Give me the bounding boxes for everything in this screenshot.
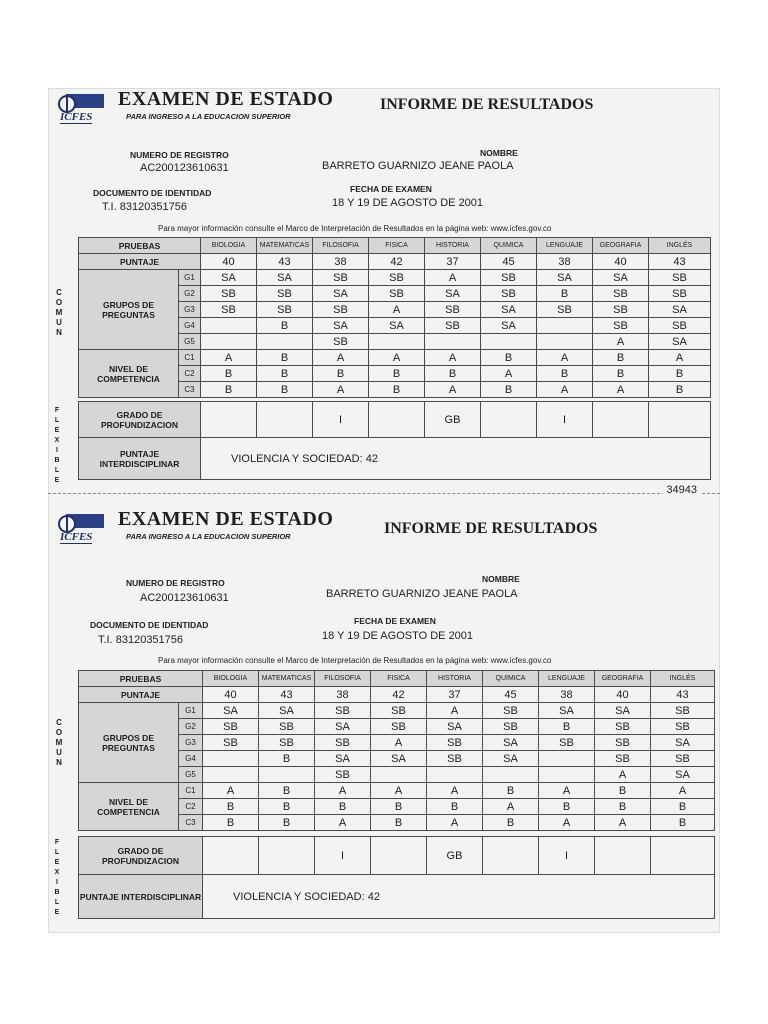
grade-cell: B [537, 366, 593, 382]
grado-label: GRADO DE PROFUNDIZACION [79, 837, 203, 875]
puntaje-label: PUNTAJE [79, 687, 203, 703]
results-document [48, 88, 720, 933]
grade-cell: SB [371, 719, 427, 735]
group-code: G4 [179, 751, 203, 767]
grade-cell: SA [201, 270, 257, 286]
grade-cell: SA [315, 719, 371, 735]
grupos-label: GRUPOS DE PREGUNTAS [79, 703, 179, 783]
registro-value: AC200123610631 [140, 592, 229, 604]
subject-header: LENGUAJE [537, 238, 593, 254]
grade-cell: B [481, 350, 537, 366]
grade-cell: B [257, 350, 313, 366]
grade-cell [203, 751, 259, 767]
grade-cell: SB [313, 302, 369, 318]
documento-label: DOCUMENTO DE IDENTIDAD [90, 620, 209, 630]
grade-cell: SB [427, 735, 483, 751]
grade-cell: B [649, 366, 711, 382]
interdisciplinar-value: VIOLENCIA Y SOCIEDAD: 42 [201, 438, 711, 480]
grado-cell [201, 402, 257, 438]
grade-cell: B [595, 799, 651, 815]
documento-label: DOCUMENTO DE IDENTIDAD [93, 188, 212, 198]
grade-cell: SA [481, 302, 537, 318]
grade-cell: A [483, 799, 539, 815]
score-cell: 45 [483, 687, 539, 703]
grade-cell: SB [313, 334, 369, 350]
grade-cell: SA [539, 703, 595, 719]
grade-cell [371, 767, 427, 783]
grado-cell [481, 402, 537, 438]
level-code: C3 [179, 815, 203, 831]
grade-cell: SB [315, 735, 371, 751]
grade-cell: SA [203, 703, 259, 719]
grade-cell: SB [315, 767, 371, 783]
score-cell: 38 [537, 254, 593, 270]
grade-cell: SA [259, 703, 315, 719]
score-cell: 43 [257, 254, 313, 270]
score-cell: 38 [539, 687, 595, 703]
grade-cell: SB [313, 270, 369, 286]
grado-cell: GB [425, 402, 481, 438]
exam-title: EXAMEN DE ESTADO [118, 508, 334, 530]
grade-cell: B [257, 366, 313, 382]
subject-header: HISTORIA [427, 671, 483, 687]
grade-cell: B [259, 799, 315, 815]
subject-header: QUIMICA [483, 671, 539, 687]
grade-cell: A [425, 350, 481, 366]
subject-header: FISICA [369, 238, 425, 254]
grade-cell: B [427, 799, 483, 815]
grade-cell: A [593, 382, 649, 398]
grado-cell [651, 837, 715, 875]
subject-header: GEOGRAFIA [595, 671, 651, 687]
grade-cell: B [481, 382, 537, 398]
level-code: C3 [179, 382, 201, 398]
subject-header: HISTORIA [425, 238, 481, 254]
grade-cell: A [593, 334, 649, 350]
grade-cell [425, 334, 481, 350]
subject-header: QUIMICA [481, 238, 537, 254]
grade-cell: A [427, 703, 483, 719]
grade-cell: A [481, 366, 537, 382]
grade-cell: SB [649, 286, 711, 302]
grado-cell [483, 837, 539, 875]
nombre-value: BARRETO GUARNIZO JEANE PAOLA [322, 160, 514, 172]
report-title: INFORME DE RESULTADOS [384, 520, 598, 537]
grade-cell: B [315, 799, 371, 815]
grade-cell: SB [425, 318, 481, 334]
fecha-value: 18 Y 19 DE AGOSTO DE 2001 [332, 197, 484, 209]
results-form-top [48, 88, 720, 488]
grade-cell: B [259, 815, 315, 831]
score-cell: 43 [649, 254, 711, 270]
score-cell: 43 [259, 687, 315, 703]
grado-cell [371, 837, 427, 875]
group-code: G2 [179, 719, 203, 735]
subject-header: LENGUAJE [539, 671, 595, 687]
grade-cell: SB [595, 751, 651, 767]
fecha-label: FECHA DE EXAMEN [354, 616, 436, 626]
subject-header: INGLÉS [649, 238, 711, 254]
grade-cell: B [649, 382, 711, 398]
grade-cell [369, 334, 425, 350]
grade-cell: A [371, 783, 427, 799]
grade-cell: A [595, 767, 651, 783]
group-code: G3 [179, 735, 203, 751]
nombre-label: NOMBRE [482, 574, 520, 584]
grade-cell: SA [651, 767, 715, 783]
grade-cell: A [539, 783, 595, 799]
grade-cell: A [537, 350, 593, 366]
level-code: C1 [179, 783, 203, 799]
grade-cell [483, 767, 539, 783]
info-note: Para mayor información consulte el Marco de Interpretación de Resultados en la página web: www.icfes.gov.co [158, 656, 552, 665]
grado-cell: I [539, 837, 595, 875]
grade-cell: A [595, 815, 651, 831]
score-cell: 40 [203, 687, 259, 703]
grade-cell: SB [483, 719, 539, 735]
results-table [78, 237, 711, 398]
grade-cell: B [593, 366, 649, 382]
tear-line [48, 493, 720, 494]
score-cell: 40 [201, 254, 257, 270]
grade-cell: SB [649, 318, 711, 334]
grade-cell: SB [595, 735, 651, 751]
grade-cell: B [593, 350, 649, 366]
serial-number: 34943 [663, 484, 700, 496]
results-table [78, 670, 715, 831]
puntaje-label: PUNTAJE [79, 254, 201, 270]
subject-header: BIOLOGIA [201, 238, 257, 254]
grade-cell: A [649, 350, 711, 366]
grade-cell: A [313, 350, 369, 366]
grade-cell: A [369, 302, 425, 318]
grade-cell: SB [539, 735, 595, 751]
grade-cell: B [651, 799, 715, 815]
score-cell: 37 [427, 687, 483, 703]
grade-cell: SB [595, 719, 651, 735]
grade-cell [259, 767, 315, 783]
icfes-logo: ICFES [54, 94, 98, 126]
grado-cell: I [315, 837, 371, 875]
score-cell: 40 [595, 687, 651, 703]
grade-cell: B [313, 366, 369, 382]
grade-cell: A [371, 735, 427, 751]
score-cell: 42 [371, 687, 427, 703]
grade-cell: SA [315, 751, 371, 767]
grade-cell: SA [481, 318, 537, 334]
score-cell: 38 [313, 254, 369, 270]
flexible-side-label: F L E X I B L E [54, 407, 60, 484]
group-code: G1 [179, 270, 201, 286]
grade-cell: SB [651, 703, 715, 719]
subject-header: INGLÉS [651, 671, 715, 687]
exam-subtitle: PARA INGRESO A LA EDUCACION SUPERIOR [126, 112, 291, 121]
grade-cell: SB [649, 270, 711, 286]
grado-cell: I [313, 402, 369, 438]
pruebas-label: PRUEBAS [79, 238, 201, 254]
grade-cell: B [595, 783, 651, 799]
registro-label: NUMERO DE REGISTRO [126, 578, 225, 588]
grade-cell: SB [203, 719, 259, 735]
grado-cell [369, 402, 425, 438]
grade-cell: B [259, 751, 315, 767]
grade-cell: B [203, 815, 259, 831]
grade-cell: SA [593, 270, 649, 286]
info-note: Para mayor información consulte el Marco de Interpretación de Resultados en la página web: www.icfes.gov.co [158, 224, 552, 233]
documento-value: T.I. 83120351756 [98, 634, 184, 646]
flexible-table [78, 836, 715, 919]
subject-header: FILOSOFIA [315, 671, 371, 687]
grade-cell: A [425, 382, 481, 398]
grade-cell: A [425, 270, 481, 286]
grade-cell [201, 318, 257, 334]
grade-cell: SA [651, 735, 715, 751]
grade-cell: SA [313, 318, 369, 334]
grade-cell: SB [593, 302, 649, 318]
flexible-table [78, 401, 711, 480]
grade-cell: A [315, 783, 371, 799]
grade-cell: SB [481, 286, 537, 302]
grade-cell: A [427, 815, 483, 831]
level-code: C1 [179, 350, 201, 366]
grade-cell: B [539, 799, 595, 815]
grade-cell: SA [537, 270, 593, 286]
registro-value: AC200123610631 [140, 162, 229, 174]
grade-cell: B [257, 382, 313, 398]
grade-cell [537, 334, 593, 350]
grade-cell: B [201, 366, 257, 382]
grade-cell: B [483, 783, 539, 799]
grade-cell: B [651, 815, 715, 831]
grade-cell: SA [649, 334, 711, 350]
grade-cell: SB [201, 286, 257, 302]
grade-cell: A [203, 783, 259, 799]
grade-cell: SB [425, 302, 481, 318]
comun-side-label: C O M U N [55, 288, 63, 337]
subject-header: FISICA [371, 671, 427, 687]
score-cell: 37 [425, 254, 481, 270]
score-cell: 43 [651, 687, 715, 703]
grade-cell: B [259, 783, 315, 799]
nombre-value: BARRETO GUARNIZO JEANE PAOLA [326, 588, 518, 600]
grade-cell: SB [203, 735, 259, 751]
grade-cell: SB [259, 719, 315, 735]
nombre-label: NOMBRE [480, 148, 518, 158]
grade-cell: SA [313, 286, 369, 302]
grade-cell: B [537, 286, 593, 302]
icfes-logo: ICFES [54, 514, 98, 546]
grade-cell: A [313, 382, 369, 398]
grade-cell [203, 767, 259, 783]
documento-value: T.I. 83120351756 [102, 201, 188, 213]
grade-cell: A [427, 783, 483, 799]
grado-cell [203, 837, 259, 875]
grade-cell [257, 334, 313, 350]
group-code: G5 [179, 767, 203, 783]
group-code: G4 [179, 318, 201, 334]
grado-cell [593, 402, 649, 438]
score-cell: 40 [593, 254, 649, 270]
interdisciplinar-value: VIOLENCIA Y SOCIEDAD: 42 [203, 875, 715, 919]
grade-cell: SB [369, 270, 425, 286]
grado-cell [259, 837, 315, 875]
grade-cell: SB [259, 735, 315, 751]
grade-cell: B [257, 318, 313, 334]
grado-cell [595, 837, 651, 875]
fecha-value: 18 Y 19 DE AGOSTO DE 2001 [322, 630, 474, 642]
grade-cell: SA [649, 302, 711, 318]
group-code: G5 [179, 334, 201, 350]
grade-cell: A [201, 350, 257, 366]
results-form-bottom [48, 508, 720, 933]
nivel-label: NIVEL DE COMPETENCIA [79, 783, 179, 831]
grade-cell: SA [371, 751, 427, 767]
grade-cell: B [201, 382, 257, 398]
group-code: G1 [179, 703, 203, 719]
grade-cell: SB [481, 270, 537, 286]
grade-cell: A [315, 815, 371, 831]
grade-cell [481, 334, 537, 350]
grade-cell: SA [595, 703, 651, 719]
subject-header: BIOLOGIA [203, 671, 259, 687]
interdisciplinar-label: PUNTAJE INTERDISCIPLINAR [79, 875, 203, 919]
grade-cell: B [425, 366, 481, 382]
level-code: C2 [179, 366, 201, 382]
group-code: G3 [179, 302, 201, 318]
subject-header: MATEMATICAS [259, 671, 315, 687]
subject-header: GEOGRAFIA [593, 238, 649, 254]
grado-cell: I [537, 402, 593, 438]
subject-header: FILOSOFIA [313, 238, 369, 254]
grupos-label: GRUPOS DE PREGUNTAS [79, 270, 179, 350]
comun-side-label: C O M U N [55, 718, 63, 767]
grade-cell: SB [257, 286, 313, 302]
grade-cell: B [369, 366, 425, 382]
grade-cell [537, 318, 593, 334]
grade-cell: SA [257, 270, 313, 286]
exam-subtitle: PARA INGRESO A LA EDUCACION SUPERIOR [126, 532, 291, 541]
grade-cell: B [371, 815, 427, 831]
score-cell: 38 [315, 687, 371, 703]
fecha-label: FECHA DE EXAMEN [350, 184, 432, 194]
grade-cell: B [371, 799, 427, 815]
grado-cell: GB [427, 837, 483, 875]
grade-cell: SA [425, 286, 481, 302]
flexible-side-label: F L E X I B L E [54, 839, 60, 916]
grade-cell [427, 767, 483, 783]
grade-cell: SB [651, 719, 715, 735]
grado-label: GRADO DE PROFUNDIZACION [79, 402, 201, 438]
registro-label: NUMERO DE REGISTRO [130, 150, 229, 160]
grade-cell [539, 751, 595, 767]
grado-cell [257, 402, 313, 438]
grado-cell [649, 402, 711, 438]
grade-cell: SB [369, 286, 425, 302]
score-cell: 42 [369, 254, 425, 270]
grade-cell: SB [593, 318, 649, 334]
grade-cell: SB [651, 751, 715, 767]
grade-cell: SB [371, 703, 427, 719]
grade-cell: SB [427, 751, 483, 767]
grade-cell: B [203, 799, 259, 815]
grade-cell: A [539, 815, 595, 831]
subject-header: MATEMATICAS [257, 238, 313, 254]
nivel-label: NIVEL DE COMPETENCIA [79, 350, 179, 398]
grade-cell: B [483, 815, 539, 831]
level-code: C2 [179, 799, 203, 815]
grade-cell: SB [537, 302, 593, 318]
exam-title: EXAMEN DE ESTADO [118, 88, 334, 110]
grade-cell: SB [483, 703, 539, 719]
grade-cell: SB [315, 703, 371, 719]
grade-cell: B [539, 719, 595, 735]
grade-cell: SB [257, 302, 313, 318]
grade-cell: SA [369, 318, 425, 334]
group-code: G2 [179, 286, 201, 302]
grade-cell: A [537, 382, 593, 398]
grade-cell: A [651, 783, 715, 799]
grade-cell [539, 767, 595, 783]
score-cell: 45 [481, 254, 537, 270]
grade-cell: A [369, 350, 425, 366]
pruebas-label: PRUEBAS [79, 671, 203, 687]
grade-cell [201, 334, 257, 350]
report-title: INFORME DE RESULTADOS [380, 96, 594, 113]
grade-cell: SA [483, 751, 539, 767]
grade-cell: SB [593, 286, 649, 302]
interdisciplinar-label: PUNTAJE INTERDISCIPLINAR [79, 438, 201, 480]
grade-cell: SB [201, 302, 257, 318]
grade-cell: B [369, 382, 425, 398]
grade-cell: SA [483, 735, 539, 751]
grade-cell: SA [427, 719, 483, 735]
